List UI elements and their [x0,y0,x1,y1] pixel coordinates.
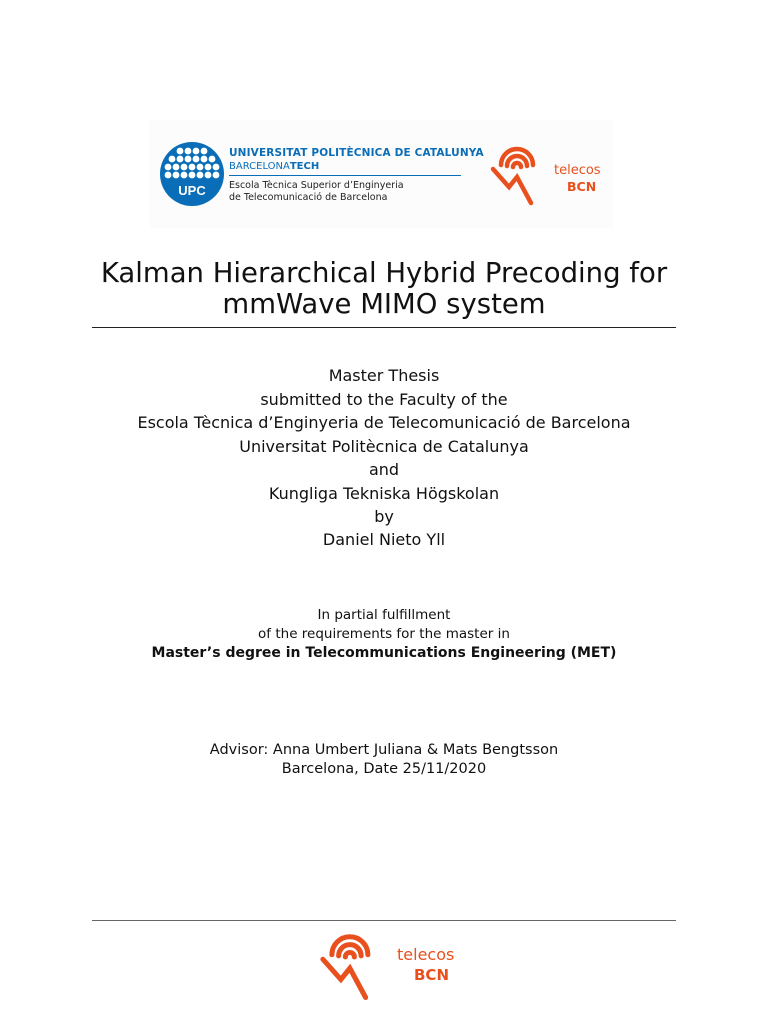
upc-barcelona-label: BARCELONA [229,161,290,172]
telecos-logo-city: BCN [567,179,597,194]
submission-line-5: and [368,460,400,479]
thesis-title [0,258,768,320]
upc-emblem-text: UPC [178,183,206,198]
thesis-title-line1: Kalman Hierarchical Hybrid Precoding for [100,257,668,289]
footer-divider [92,920,676,921]
submission-line-1: Master Thesis [328,366,440,385]
submission-statement [0,364,768,529]
submission-line-3: Escola Tècnica d’Enginyeria de Telecomunicació de Barcelona [137,413,631,432]
place-date-line: Barcelona, Date 25/11/2020 [281,761,487,777]
thesis-title-line2: mmWave MIMO system [222,288,546,320]
upc-school-line2: de Telecomunicació de Barcelona [229,192,388,203]
fulfillment-line-2: of the requirements for the master in [258,626,510,642]
upc-tech-label: TECH [289,161,320,172]
advisor-line: Advisor: Anna Umbert Juliana & Mats Bengtsson [209,742,559,758]
upc-school-name [229,180,469,204]
submission-line-2: submitted to the Faculty of the [260,389,508,409]
upc-logo-divider [229,175,461,176]
submission-line-6: Kungliga Tekniska Högskolan [268,483,500,503]
fulfillment-statement [0,606,768,663]
degree-name: Master’s degree in Telecommunications Engineering (MET) [151,645,617,661]
telecos-footer-logo-word: telecos [397,945,455,964]
submission-line-4: Universitat Politècnica de Catalunya [239,436,529,456]
telecos-logo-word: telecos [554,163,601,178]
upc-school-line1: Escola Tècnica Superior d’Enginyeria [229,180,404,191]
telecos-footer-logo-icon [314,930,388,1002]
telecos-logo-icon [487,143,549,207]
upc-barcelonatech [229,160,469,173]
title-divider [92,327,676,328]
upc-logo-text [229,147,484,173]
submission-line-7: by [374,507,394,526]
telecos-footer-logo-city: BCN [414,966,449,984]
author-name: Daniel Nieto Yll [322,530,446,549]
upc-university-name: UNIVERSITAT POLITÈCNICA DE CATALUNYA [229,147,484,159]
upc-logo-emblem [160,142,224,206]
fulfillment-line-1: In partial fulfillment [317,607,451,623]
